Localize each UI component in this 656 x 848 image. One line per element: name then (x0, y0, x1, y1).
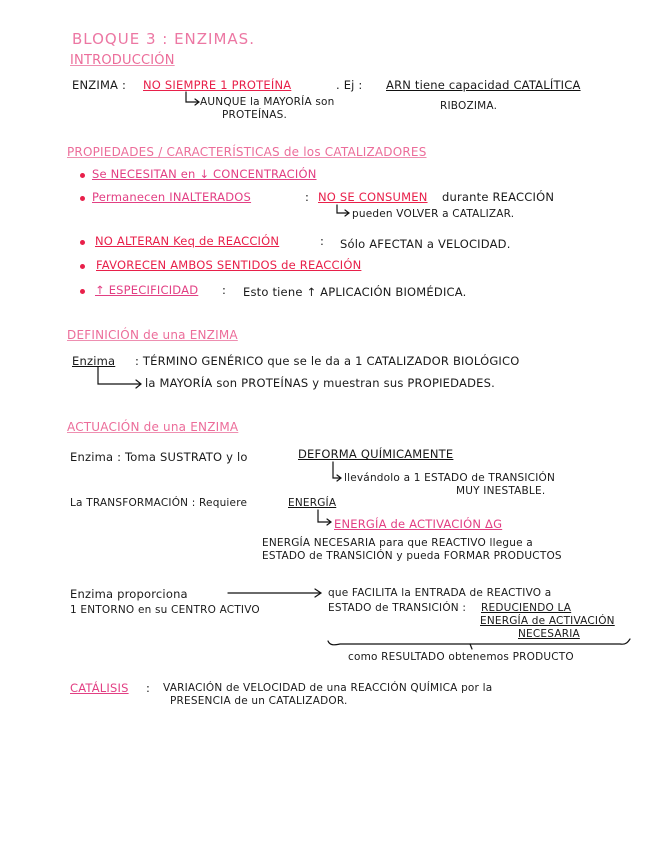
facilita-line1: que FACILITA la ENTRADA de REACTIVO a (328, 587, 552, 599)
property-5-rest: Esto tiene ↑ APLICACIÓN BIOMÉDICA. (243, 285, 467, 299)
energia-def-2: ESTADO de TRANSICIÓN y pueda FORMAR PRODUCTOS (262, 550, 562, 562)
page-title: BLOQUE 3 : ENZIMAS. (72, 30, 255, 48)
property-5-sep: : (222, 283, 227, 297)
definition-text: : TÉRMINO GENÉRICO que se le da a 1 CATALIZADOR BIOLÓGICO (135, 354, 520, 368)
note-line-1: AUNQUE la MAYORÍA son (200, 96, 335, 108)
catalisis-term: CATÁLISIS (70, 681, 129, 695)
actuacion-line1a: Enzima : Toma SUSTRATO y lo (70, 450, 248, 464)
ej-label: . Ej : (336, 78, 363, 92)
properties-heading: PROPIEDADES / CARACTERÍSTICAS de los CATALIZADORES (67, 145, 427, 159)
catalisis-colon: : (146, 681, 151, 695)
intro-heading: INTRODUCCIÓN (70, 53, 175, 68)
example-text: ARN tiene capacidad CATALÍTICA (386, 78, 581, 92)
property-2: Permanecen INALTERADOS (92, 190, 252, 204)
property-3-sep: : (320, 234, 325, 248)
facilita-line2a: ESTADO de TRANSICIÓN : (328, 602, 467, 614)
facilita-line3: ENERGÍA de ACTIVACIÓN (480, 615, 615, 627)
bullet-dot (80, 240, 85, 245)
property-5: ↑ ESPECIFICIDAD (95, 283, 199, 297)
energia-def-1: ENERGÍA NECESARIA para que REACTIVO llegue a (262, 537, 533, 549)
property-2-sep: : (305, 190, 310, 204)
property-4: FAVORECEN AMBOS SENTIDOS de REACCIÓN (96, 258, 362, 272)
property-1: Se NECESITAN en ↓ CONCENTRACIÓN (92, 167, 317, 181)
energia-activacion: ENERGÍA de ACTIVACIÓN ΔG (334, 517, 503, 531)
ribozima-text: RIBOZIMA. (440, 100, 498, 112)
property-2-rest: durante REACCIÓN (442, 190, 555, 204)
resultado-text: como RESULTADO obtenemos PRODUCTO (348, 651, 574, 663)
actuacion-line1b: DEFORMA QUÍMICAMENTE (298, 447, 454, 461)
facilita-line4: NECESARIA (518, 628, 580, 640)
claim-text: NO SIEMPRE 1 PROTEÍNA (143, 78, 292, 92)
transition-line2: MUY INESTABLE. (456, 485, 546, 497)
bullet-dot (80, 173, 85, 178)
facilita-line2b: REDUCIENDO LA (481, 602, 572, 614)
property-2-red: NO SE CONSUMEN (318, 190, 428, 204)
definition-heading: DEFINICIÓN de una ENZIMA (67, 328, 238, 342)
actuacion-heading: ACTUACIÓN de una ENZIMA (67, 420, 239, 434)
property-3-rest: Sólo AFECTAN a VELOCIDAD. (340, 237, 511, 251)
catalisis-line2: PRESENCIA de un CATALIZADOR. (170, 695, 348, 707)
bullet-dot (80, 196, 85, 201)
definition-arrow-text: la MAYORÍA son PROTEÍNAS y muestran sus PROPIEDADES. (145, 376, 495, 390)
transition-line1: llevándolo a 1 ESTADO de TRANSICIÓN (344, 472, 556, 484)
transformacion-text: La TRANSFORMACIÓN : Requiere (70, 497, 248, 509)
bullet-dot (80, 289, 85, 294)
proporciona-line2: 1 ENTORNO en su CENTRO ACTIVO (70, 604, 260, 616)
property-2-sub: pueden VOLVER a CATALIZAR. (352, 208, 515, 220)
definition-term: Enzima (72, 354, 116, 368)
proporciona-line1: Enzima proporciona (70, 587, 188, 601)
bullet-dot (80, 264, 85, 269)
catalisis-line1: VARIACIÓN de VELOCIDAD de una REACCIÓN QUÍMICA por la (163, 682, 493, 694)
enzima-label: ENZIMA : (72, 78, 127, 92)
energia-text: ENERGÍA (288, 497, 337, 509)
property-3: NO ALTERAN Keq de REACCIÓN (95, 234, 280, 248)
note-line-2: PROTEÍNAS. (222, 109, 288, 121)
